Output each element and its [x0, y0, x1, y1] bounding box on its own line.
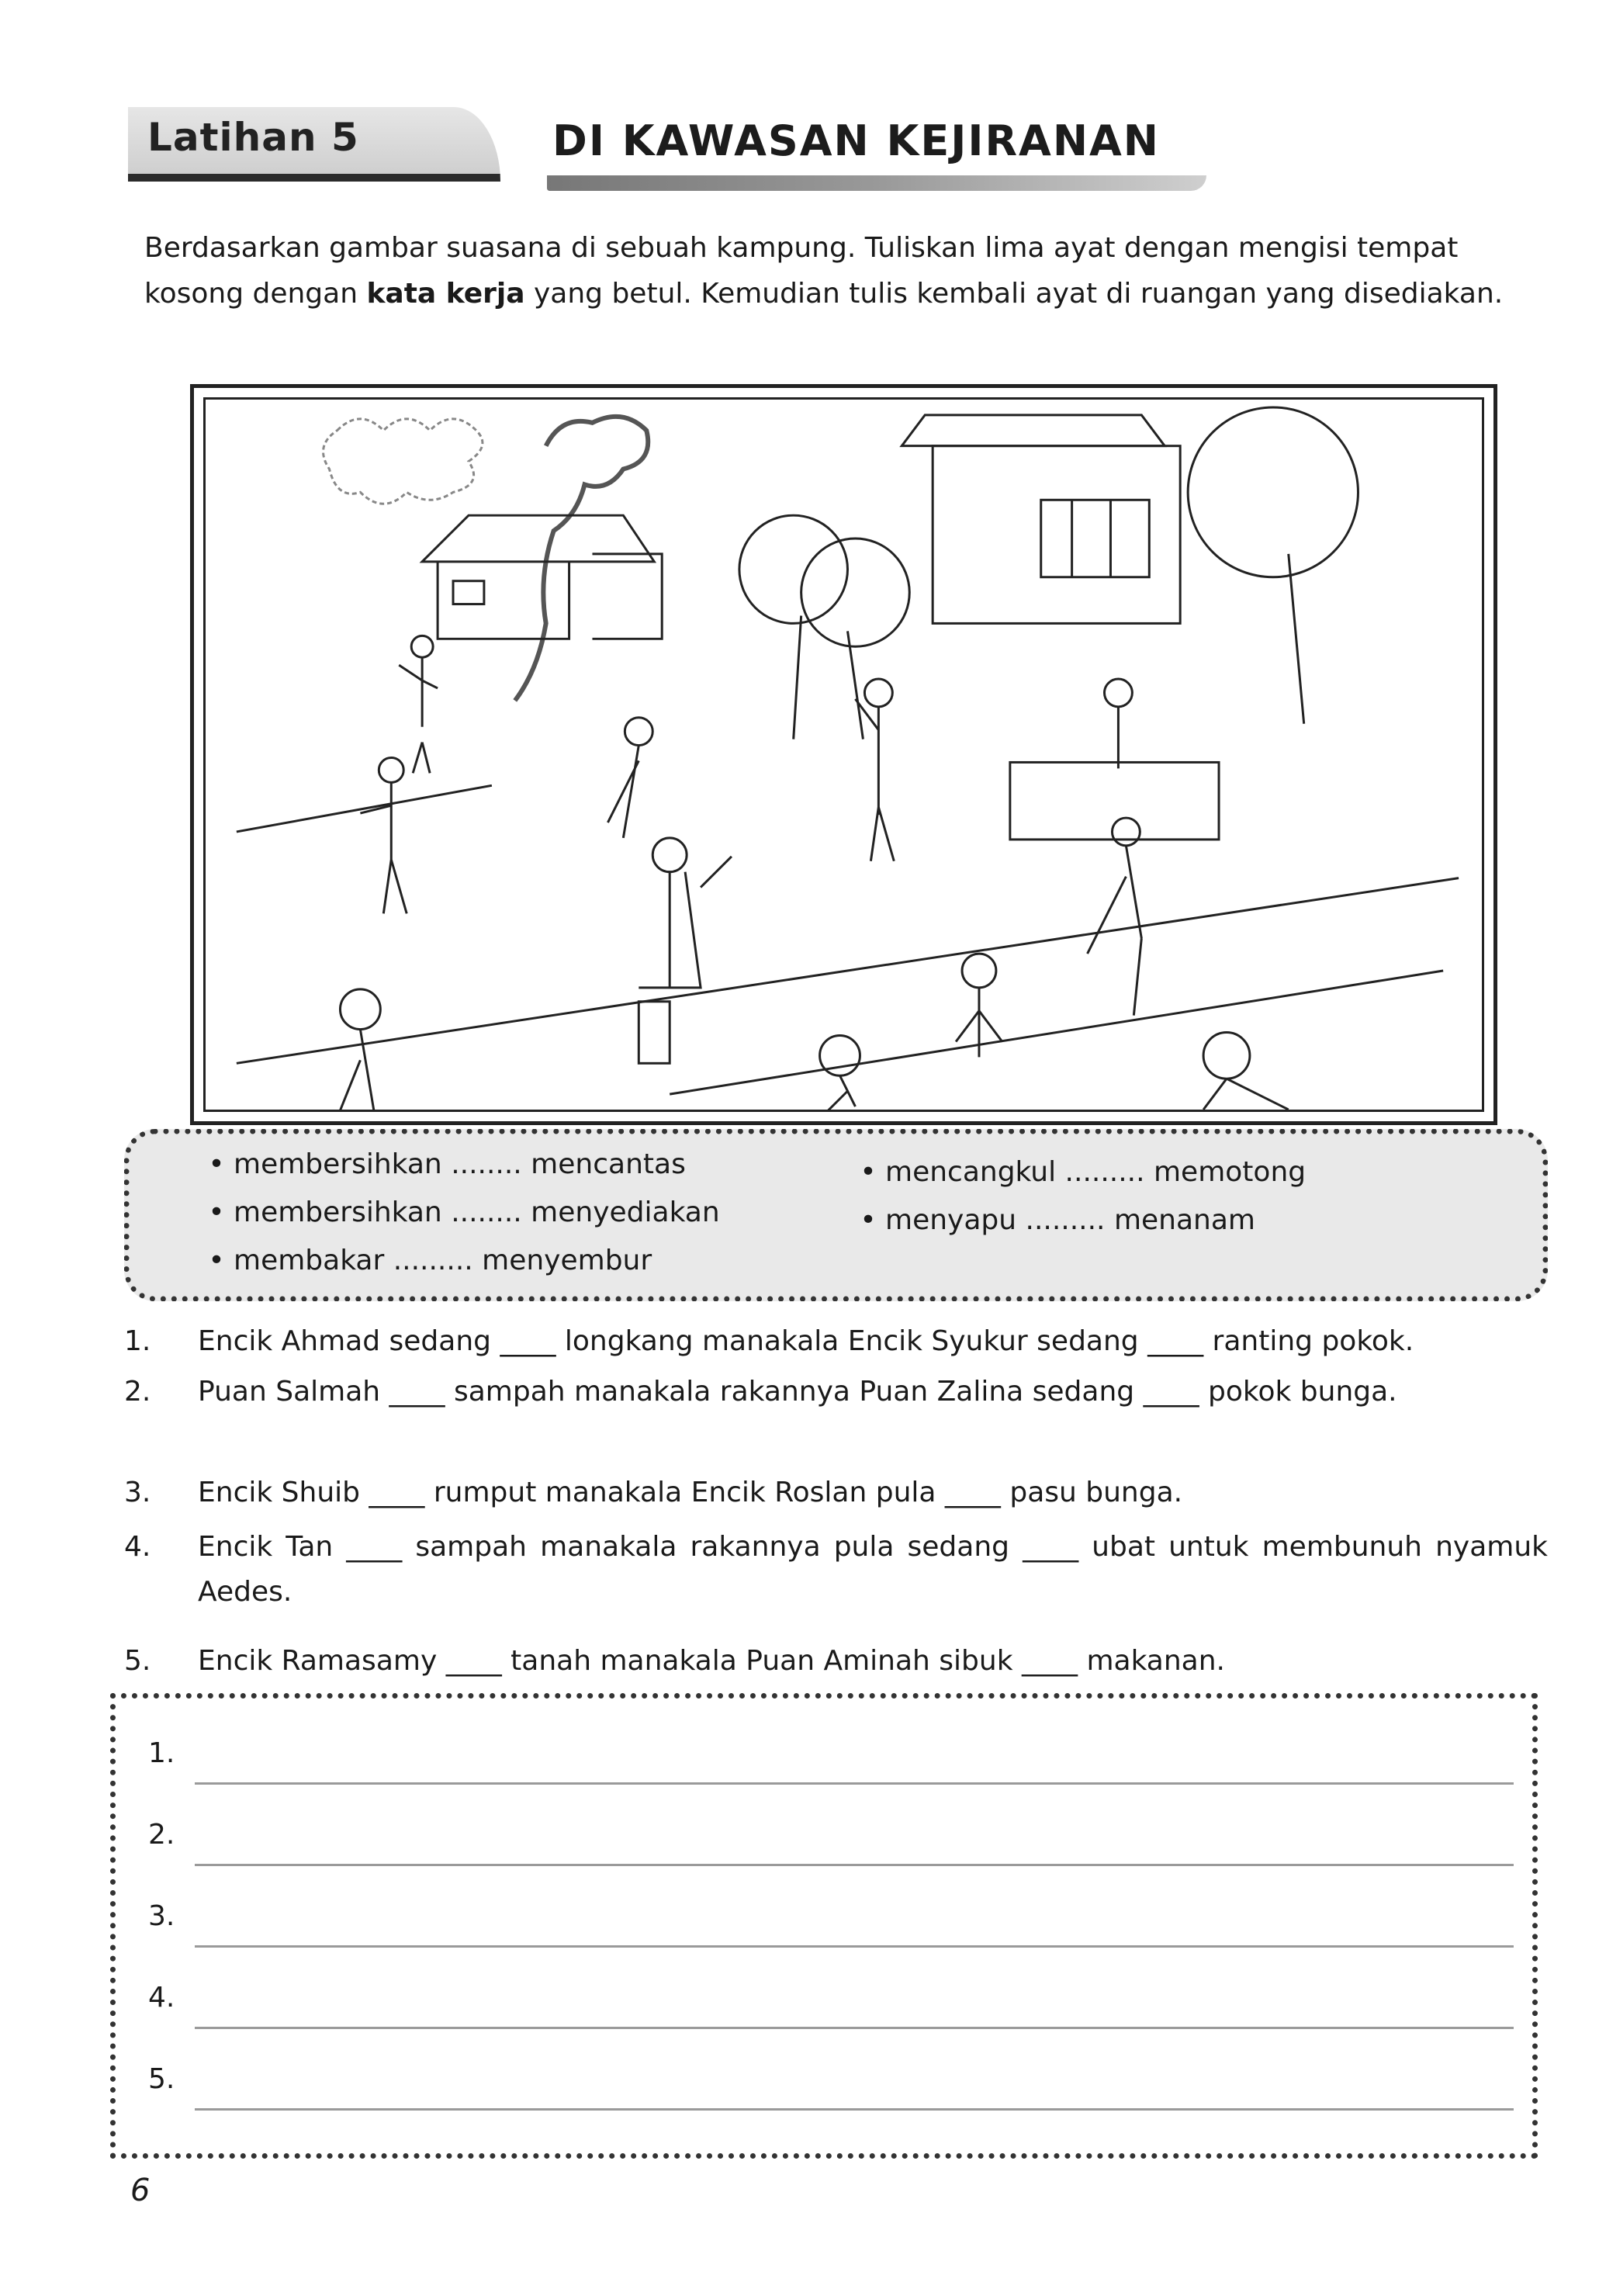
word-bank-item: • menyapu ......... menanam [851, 1204, 1255, 1236]
question-text: Encik Ramasamy ____ tanah manakala Puan Aminah sibuk ____ makanan. [198, 1645, 1225, 1677]
question-text: Encik Tan ____ sampah manakala rakannya pula sedang ____ ubat untuk membunuh nyamuk Aedes. [198, 1531, 1548, 1608]
instructions-text-1: Berdasarkan gambar suasana di sebuah kampung. Tuliskan lima ayat dengan mengisi tempat kosong dengan [144, 232, 1459, 310]
question-text: Encik Shuib ____ rumput manakala Encik Roslan pula ____ pasu bunga. [198, 1477, 1183, 1508]
answer-line-3[interactable] [195, 1945, 1514, 1948]
word-bank-item: • membersihkan ........ menyediakan [199, 1196, 720, 1228]
word-bank-item: • membakar ......... menyembur [199, 1245, 652, 1276]
bullet-icon: • [208, 1148, 225, 1180]
answer-number: 1. [148, 1737, 175, 1769]
answer-number: 3. [148, 1900, 175, 1932]
answer-row [148, 2063, 1514, 2110]
question-item [124, 1639, 1548, 1684]
bullet-icon: • [860, 1156, 877, 1188]
kampung-illustration [203, 397, 1484, 1112]
question-number: 1. [124, 1325, 151, 1357]
illustration-frame [190, 384, 1497, 1125]
instructions-bold-term: kata kerja [366, 278, 525, 310]
answer-row [148, 1982, 1514, 2028]
question-item [124, 1370, 1548, 1415]
page-number: 6 [130, 2173, 151, 2208]
question-number: 5. [124, 1645, 151, 1677]
instructions-text-2: yang betul. Kemudian tulis kembali ayat di ruangan yang disediakan. [524, 278, 1504, 310]
question-number: 2. [124, 1376, 151, 1408]
question-item [124, 1319, 1548, 1364]
exercise-label: Latihan 5 [147, 115, 359, 160]
question-item [124, 1525, 1548, 1615]
word-bank-item: • membersihkan ........ mencantas [199, 1148, 686, 1180]
word-bank-box [124, 1129, 1548, 1301]
answer-row [148, 1900, 1514, 1947]
question-text: Encik Ahmad sedang ____ longkang manakala Encik Syukur sedang ____ ranting pokok. [198, 1325, 1414, 1357]
answer-line-1[interactable] [195, 1782, 1514, 1785]
answer-number: 5. [148, 2063, 175, 2095]
answer-line-2[interactable] [195, 1864, 1514, 1866]
answer-row [148, 1819, 1514, 1865]
bullet-icon: • [208, 1196, 225, 1228]
instructions-paragraph [144, 225, 1564, 317]
answer-row [148, 1737, 1514, 1784]
word-bank-item: • mencangkul ......... memotong [851, 1156, 1306, 1188]
answer-number: 4. [148, 1982, 175, 2014]
answer-line-5[interactable] [195, 2108, 1514, 2111]
answer-box [110, 1693, 1538, 2159]
answer-line-4[interactable] [195, 2027, 1514, 2029]
bullet-icon: • [860, 1204, 877, 1236]
question-number: 4. [124, 1531, 151, 1563]
answer-number: 2. [148, 1819, 175, 1851]
page-title: DI KAWASAN KEJIRANAN [552, 116, 1161, 165]
question-item [124, 1470, 1548, 1515]
question-number: 3. [124, 1477, 151, 1508]
question-text: Puan Salmah ____ sampah manakala rakannya Puan Zalina sedang ____ pokok bunga. [198, 1376, 1397, 1408]
title-underline-swoosh [547, 175, 1206, 191]
bullet-icon: • [208, 1245, 225, 1276]
neighbourhood-scene-icon [206, 400, 1482, 1110]
